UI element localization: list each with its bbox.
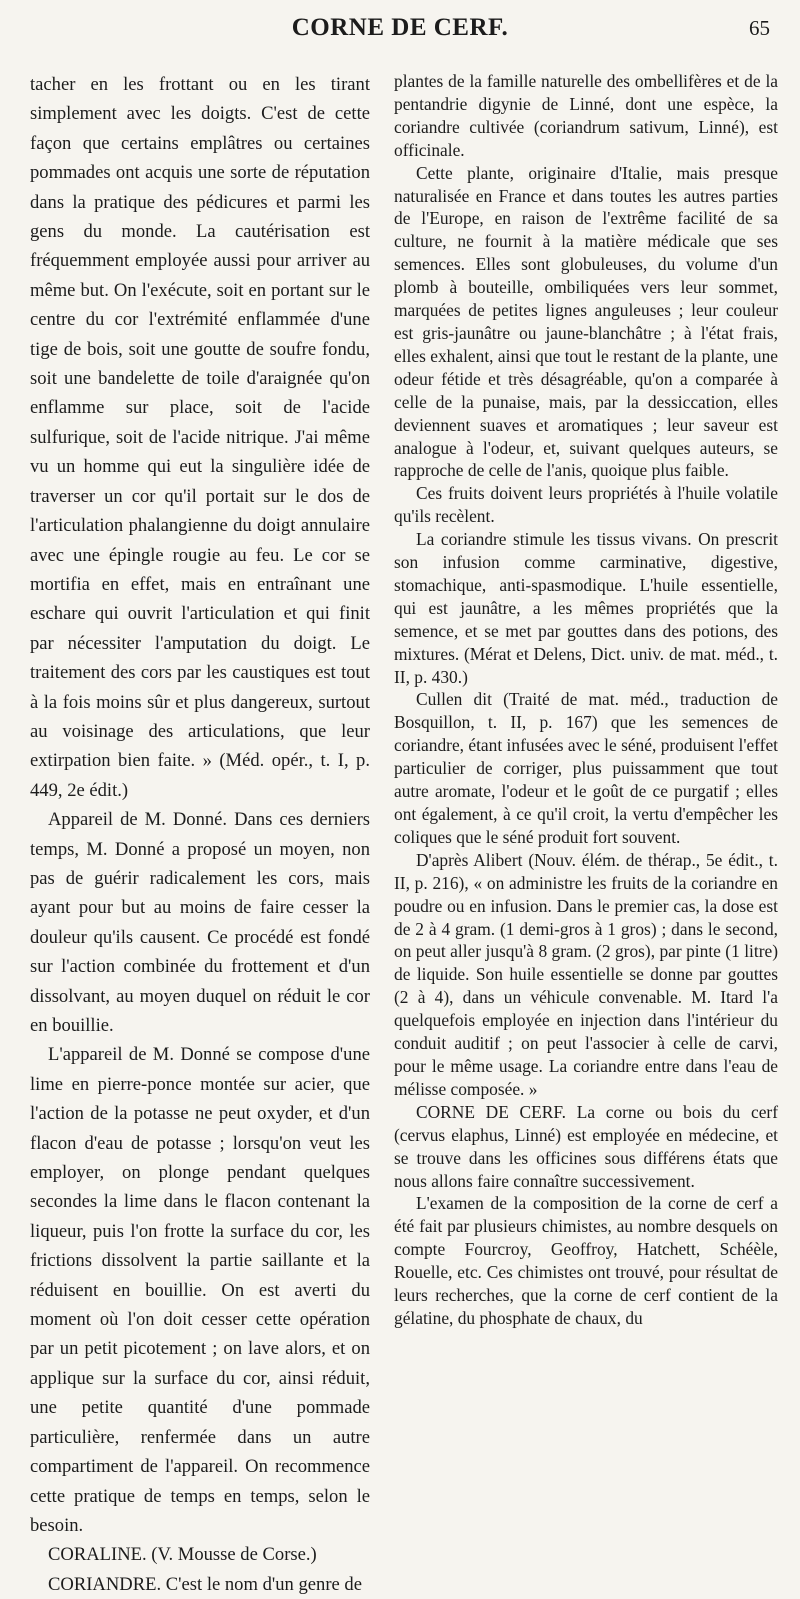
right-column xyxy=(394,70,778,1330)
entry-coriandre: CORIANDRE. C'est le nom d'un genre de xyxy=(48,1573,362,1595)
paragraph: L'appareil de M. Donné se compose d'une lime en pierre-ponce montée sur acier, que l'action de la potasse ne peut oxyder, et d'un flacon d'eau de potasse ; lorsqu'on veut les employer, on plonge pendant quelques secondes la lime dans le flacon contenant la liqueur, puis l'on frotte la surface du cor, les frictions dissolvent la partie saillante et la réduisent en bouillie. On est averti du moment où l'on doit cesser cette opération par un petit picotement ; on lave alors, et on applique sur la surface du cor, ainsi réduit, une petite quantité d'une pommade particulière, renfermée dans un autre compartiment de l'appareil. On recommence cette pratique de temps en temps, selon le besoin. xyxy=(30,1044,370,1536)
entry-coraline: CORALINE. (V. Mousse de Corse.) xyxy=(48,1544,317,1566)
page-number: 65 xyxy=(749,16,770,40)
paragraph: Cette plante, originaire d'Italie, mais presque naturalisée en France et dans toutes les autres parties de l'Europe, en raison de l'extrême facilité de sa culture, ne fournit à la matière médicale que ses semences. Elles sont globuleuses, du volume d'un plomb à bouteille, ombiliquées vers leur sommet, marquées de petites lignes anguleuses ; leur couleur est gris-jaunâtre ou jaune-blanchâtre ; à l'état frais, elles exhalent, ainsi que tout le restant de la plante, une odeur fétide et très désagréable, qu'on a comparée à celle de la punaise, mais, par la dessiccation, elles deviennent suaves et aromatiques ; leur saveur est analogue à l'odeur, et, suivant quelques auteurs, se rapproche de celle de l'anis, quoique plus faible. xyxy=(394,162,778,481)
running-title: CORNE DE CERF. xyxy=(291,14,509,41)
paragraph: tacher en les frottant ou en les tirant simplement avec les doigts. C'est de cette façon que certains emplâtres ou certaines pommades ont acquis une sorte de réputation dans la pratique des pédicures et parmi les gens du monde. La cautérisation est fréquemment employée aussi pour arriver au même but. On l'exécute, soit en portant sur le centre du cor l'extrémité enflammée d'une tige de bois, soit une goutte de soufre fondu, soit une bandelette de toile d'araignée qu'on enflamme sur place, soit de l'acide sulfurique, soit de l'acide nitrique. J'ai même vu un homme qui eut la singulière idée de traverser un cor qu'il portait sur le dos de l'articulation phalangienne du doigt annulaire avec une épingle rougie au feu. Le cor se mortifia en effet, mais en entraînant une eschare qui ouvrit l'articulation et qui finit par nécessiter l'amputation du doigt. Le traitement des cors par les caustiques est tout à la fois moins sûr et plus dangereux, surtout au voisinage des articulations, que leur extirpation bien faite. » (Méd. opér., t. I, p. 449, 2e édit.) xyxy=(30,74,370,801)
paragraph: L'examen de la composition de la corne de cerf a été fait par plusieurs chimistes, au nombre desquels on compte Fourcroy, Geoffroy, Hatchett, Schéèle, Rouelle, etc. Ces chimistes ont trouvé, pour résultat de leurs recherches, que la corne de cerf contient de la gélatine, du phosphate de chaux, du xyxy=(394,1193,778,1328)
paragraph: Cullen dit (Traité de mat. méd., traduction de Bosquillon, t. II, p. 167) que les semences de coriandre, étant infusées avec le séné, produisent l'effet particulier de corriger, plus puissamment que tout autre aromate, l'odeur et le goût de ce purgatif ; elles ont également, à ce qu'il croit, la vertu d'empêcher les coliques que le séné produit fort souvent. xyxy=(394,689,778,847)
entry-corne-de-cerf: CORNE DE CERF. La corne ou bois du cerf (cervus elaphus, Linné) est employée en médecine, et se trouve dans les officines sous différens états que nous allons faire connaître successivement. xyxy=(394,1101,778,1191)
paragraph: D'après Alibert (Nouv. élém. de thérap., 5e édit., t. II, p. 216), « on administre les fruits de la coriandre en poudre ou en infusion. Dans le premier cas, la dose est de 2 à 4 gram. (1 demi-gros à 1 gros) ; dans le second, on peut aller jusqu'à 8 gram. (2 gros), par pinte (1 litre) de liquide. Son huile essentielle se donne par gouttes (2 à 4), dans un véhicule convenable. M. Itard l'a quelquefois employée en injection dans l'intérieur du conduit auditif ; on peut l'associer à celle de carvi, pour le même usage. La coriandre entre dans l'eau de mélisse composée. » xyxy=(394,849,778,1099)
paragraph: La coriandre stimule les tissus vivans. On prescrit son infusion comme carminative, digestive, stomachique, anti-spasmodique. L'huile essentielle, qui est jaunâtre, a les mêmes propriétés que la semence, et se met par gouttes dans des potions, des mixtures. (Mérat et Delens, Dict. univ. de mat. méd., t. II, p. 430.) xyxy=(394,529,778,687)
paragraph: Appareil de M. Donné. Dans ces derniers temps, M. Donné a proposé un moyen, non pas de guérir radicalement les cors, mais ayant pour but au moins de faire cesser la douleur qu'ils causent. Ce procédé est fondé sur l'action combinée du frottement et d'un dissolvant, au moyen duquel on réduit le cor en bouillie. xyxy=(30,809,370,1036)
left-column xyxy=(30,70,370,1599)
page-header xyxy=(0,14,800,54)
paragraph: plantes de la famille naturelle des ombellifères et de la pentandrie digynie de Linné, dont une espèce, la coriandre cultivée (coriandrum sativum, Linné), est officinale. xyxy=(394,71,778,160)
paragraph: Ces fruits doivent leurs propriétés à l'huile volatile qu'ils recèlent. xyxy=(394,483,778,527)
